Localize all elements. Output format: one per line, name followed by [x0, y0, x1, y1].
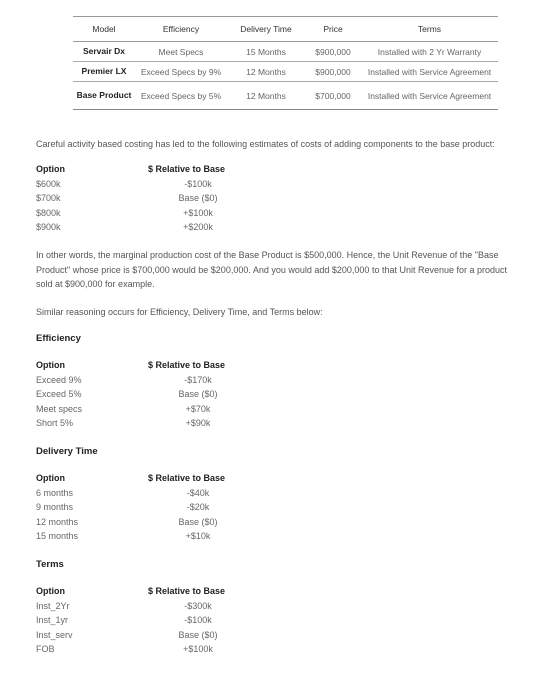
header-price: Price	[305, 17, 361, 42]
relative-value: -$300k	[184, 600, 212, 611]
relative-value: +$200k	[183, 222, 213, 233]
cell-delivery-time: 12 Months	[227, 82, 305, 110]
list-item	[36, 531, 336, 546]
option-label: $700k	[36, 193, 61, 204]
options-header-row	[36, 360, 336, 375]
relative-value: Base ($0)	[178, 516, 218, 527]
relative-value: -$170k	[184, 374, 212, 385]
list-item	[36, 601, 336, 616]
option-label: $900k	[36, 222, 61, 233]
cell-delivery-time: 12 Months	[227, 62, 305, 82]
relative-value: +$10k	[185, 531, 211, 542]
relative-value: +$90k	[185, 418, 211, 429]
intro-paragraph: Careful activity based costing has led to the following estimates of costs of adding components to the base product:	[36, 139, 495, 149]
list-item	[36, 222, 336, 237]
relative-value: -$40k	[186, 487, 210, 498]
option-label: 12 months	[36, 516, 79, 527]
relative-value: +$100k	[183, 207, 213, 218]
option-header: Option	[36, 473, 65, 483]
cell-price: $700,000	[305, 82, 361, 110]
cell-terms: Installed with Service Agreement	[361, 62, 498, 82]
relative-header: $ Relative to Base	[148, 586, 226, 596]
option-label: Exceed 9%	[36, 374, 82, 385]
list-item	[36, 375, 336, 390]
cell-efficiency: Exceed Specs by 5%	[135, 82, 227, 110]
option-label: $600k	[36, 178, 61, 189]
list-item	[36, 418, 336, 433]
cell-efficiency: Exceed Specs by 9%	[135, 62, 227, 82]
relative-value: +$70k	[185, 403, 211, 414]
product-comparison-table	[73, 16, 498, 110]
cell-terms: Installed with 2 Yr Warranty	[361, 42, 498, 62]
option-label: 6 months	[36, 487, 74, 498]
cell-efficiency: Meet Specs	[135, 42, 227, 62]
terms-options-list	[36, 586, 336, 659]
similar-paragraph: Similar reasoning occurs for Efficiency, Delivery Time, and Terms below:	[36, 307, 323, 317]
list-item	[36, 644, 336, 659]
option-header: Option	[36, 164, 65, 174]
option-label: Inst_2Yr	[36, 600, 70, 611]
relative-value: Base ($0)	[178, 389, 218, 400]
option-label: Short 5%	[36, 418, 74, 429]
option-label: $800k	[36, 207, 61, 218]
table-row	[73, 42, 498, 62]
option-header: Option	[36, 360, 65, 370]
relative-value: +$100k	[183, 644, 213, 655]
options-header-row	[36, 164, 336, 179]
option-label: Inst_serv	[36, 629, 73, 640]
cell-model: Servair Dx	[73, 42, 135, 62]
relative-header: $ Relative to Base	[148, 360, 226, 370]
list-item	[36, 193, 336, 208]
option-label: FOB	[36, 644, 55, 655]
list-item	[36, 389, 336, 404]
delivery-time-options-list	[36, 473, 336, 546]
table-header-row	[73, 17, 498, 42]
option-label: Exceed 5%	[36, 389, 82, 400]
cell-model: Premier LX	[73, 62, 135, 82]
table-row	[73, 82, 498, 110]
option-label: Meet specs	[36, 403, 83, 414]
list-item	[36, 179, 336, 194]
relative-value: -$20k	[186, 502, 210, 513]
option-label: 9 months	[36, 502, 74, 513]
list-item	[36, 488, 336, 503]
relative-value: Base ($0)	[178, 629, 218, 640]
header-terms: Terms	[361, 17, 498, 42]
header-model: Model	[73, 17, 135, 42]
cell-price: $900,000	[305, 42, 361, 62]
option-label: Inst_1yr	[36, 615, 69, 626]
relative-value: Base ($0)	[178, 193, 218, 204]
relative-header: $ Relative to Base	[148, 473, 226, 483]
list-item	[36, 404, 336, 419]
cell-model: Base Product	[73, 82, 135, 110]
relative-value: -$100k	[184, 615, 212, 626]
cell-terms: Installed with Service Agreement	[361, 82, 498, 110]
list-item	[36, 517, 336, 532]
header-delivery-time: Delivery Time	[227, 17, 305, 42]
option-label: 15 months	[36, 531, 79, 542]
terms-heading: Terms	[36, 559, 64, 570]
list-item	[36, 630, 336, 645]
efficiency-heading: Efficiency	[36, 333, 81, 344]
price-options-list	[36, 164, 336, 237]
relative-header: $ Relative to Base	[148, 164, 226, 174]
delivery-time-heading: Delivery Time	[36, 446, 98, 457]
list-item	[36, 208, 336, 223]
efficiency-options-list	[36, 360, 336, 433]
list-item	[36, 615, 336, 630]
relative-value: -$100k	[184, 178, 212, 189]
cell-price: $900,000	[305, 62, 361, 82]
table-row	[73, 62, 498, 82]
option-header: Option	[36, 586, 65, 596]
list-item	[36, 502, 336, 517]
explanation-paragraph: In other words, the marginal production cost of the Base Product is $500,000. Hence, the Unit Revenue of the "Base Product" whose price is $700,000 would be $200,000. And you would add $200,000 to that Unit Revenue for a product sold at $900,000 for example.	[36, 250, 508, 289]
options-header-row	[36, 473, 336, 488]
cell-delivery-time: 15 Months	[227, 42, 305, 62]
options-header-row	[36, 586, 336, 601]
header-efficiency: Efficiency	[135, 17, 227, 42]
